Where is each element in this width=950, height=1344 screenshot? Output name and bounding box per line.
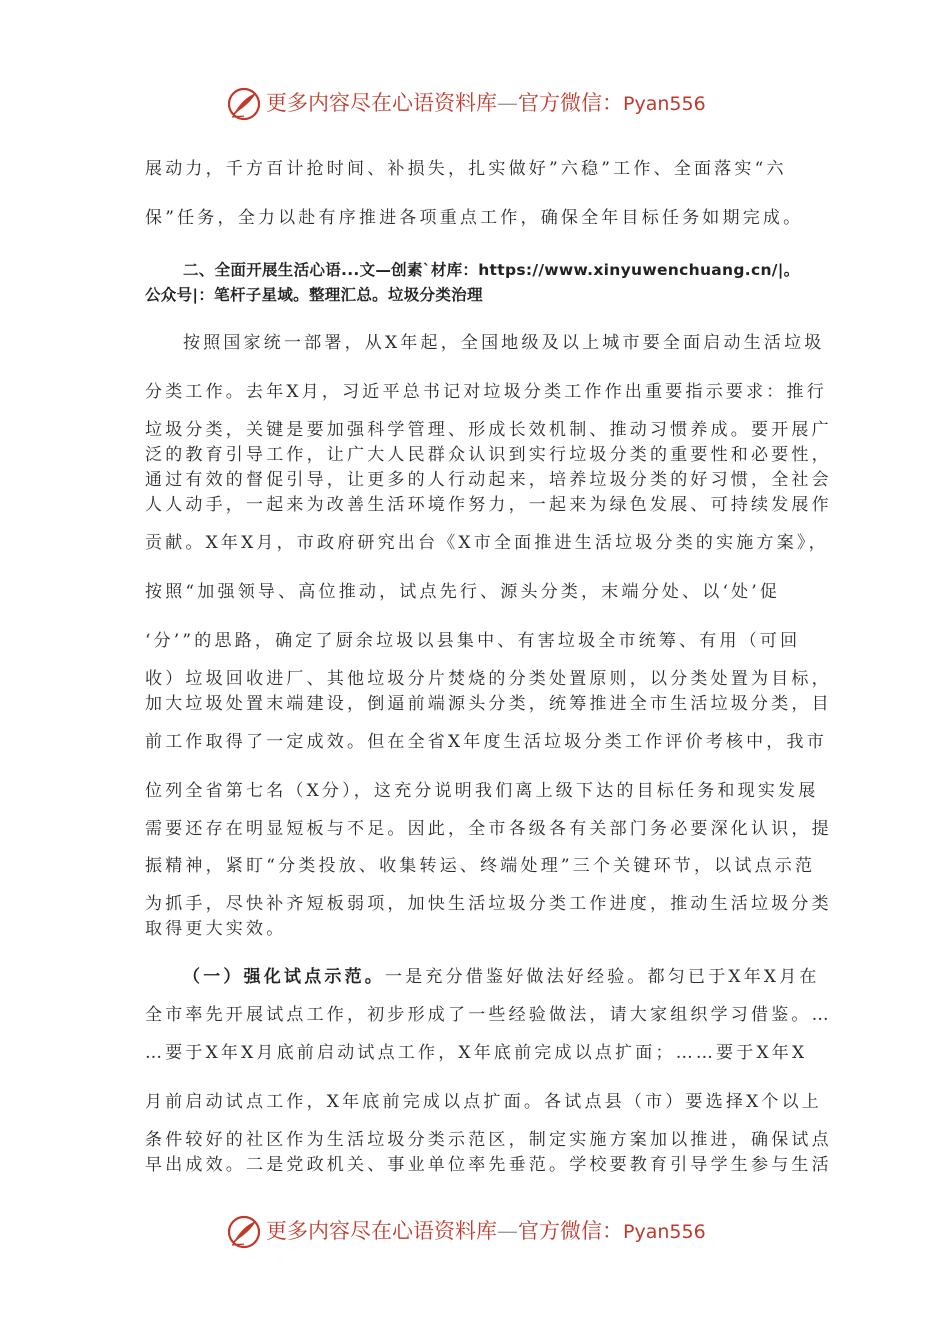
body-line: 分类工作。去年X月，习近平总书记对垃圾分类工作作出重要指示要求：推行: [145, 382, 827, 402]
body-line: 全市率先开展试点工作，初步形成了一些经验做法，请大家组织学习借鉴。…: [145, 1005, 832, 1025]
body-line: 收）垃圾回收进厂、其他垃圾分片焚烧的分类处置原则，以分类处置为目标，: [145, 669, 832, 689]
body-line: 通过有效的督促引导，让更多的人行动起来，培养垃圾分类的好习惯，全社会: [145, 470, 832, 490]
body-line: 按照“加强领导、高位推动，试点先行、源头分类，末端分处、以‘处’促: [145, 582, 781, 602]
section-heading-cont: 公众号|：笔杆子星域。整理汇总。垃圾分类治理: [145, 286, 483, 304]
subsection-line: [183, 966, 820, 988]
body-line: 按照国家统一部署，从X年起，全国地级及以上城市要全面启动生活垃圾: [183, 333, 825, 353]
quill-logo-icon: [226, 1214, 262, 1250]
body-line: 加大垃圾处置末端建设，倒逼前端源头分类，统筹推进全市生活垃圾分类，目: [145, 694, 832, 714]
banner-dash: —: [497, 1219, 518, 1243]
body-line: 振精神，紧盯“分类投放、收集转运、终端处理”三个关键环节，以试点示范: [145, 856, 816, 876]
banner-text: [266, 1218, 706, 1245]
footer-watermark-banner: [0, 1212, 950, 1252]
subsection-text: 一是充分借鉴好做法好经验。都匀已于X年X月在: [385, 967, 820, 987]
body-line: 取得更大实效。: [145, 919, 287, 939]
header-watermark-banner: [0, 84, 950, 124]
banner-text: [266, 90, 706, 117]
body-line: 条件较好的社区作为生活垃圾分类示范区，制定实施方案加以推进，确保试点: [145, 1130, 832, 1150]
banner-main-text: 更多内容尽在心语资料库: [266, 1219, 497, 1243]
banner-dash: —: [497, 91, 518, 115]
body-line: 早出成效。二是党政机关、事业单位率先垂范。学校要教育引导学生参与生活: [145, 1155, 832, 1175]
banner-wechat-id: Pyan556: [623, 1221, 706, 1243]
body-line: 前工作取得了一定成效。但在全省X年度生活垃圾分类工作评价考核中，我市: [145, 732, 827, 752]
body-line: 位列全省第七名（X分），这充分说明我们离上级下达的目标任务和现实发展: [145, 781, 819, 801]
body-line: 垃圾分类，关键是要加强科学管理、形成长效机制、推动习惯养成。要开展广: [145, 420, 832, 440]
body-line: 泛的教育引导工作，让广大人民群众认识到实行垃圾分类的重要性和必要性，: [145, 445, 832, 465]
section-heading: 二、全面开展生活心语...文—创素`材库：https://www.xinyuwenchuang.cn/|。: [183, 261, 800, 279]
subsection-title: （一）强化试点示范。: [183, 967, 385, 987]
body-line: 月前启动试点工作，X年底前完成以点扩面。各试点县（市）要选择X个以上: [145, 1092, 823, 1112]
body-line: 保”任务，全力以赴有序推进各项重点工作，确保全年目标任务如期完成。: [145, 208, 804, 228]
body-line: 贡献。X年X月，市政府研究出台《X市全面推进生活垃圾分类的实施方案》，: [145, 533, 829, 553]
body-line: …要于X年X月底前启动试点工作，X年底前完成以点扩面；……要于X年X: [145, 1043, 808, 1063]
banner-wechat-id: Pyan556: [623, 93, 706, 115]
banner-sub-text: 官方微信：: [518, 1219, 623, 1243]
banner-main-text: 更多内容尽在心语资料库: [266, 91, 497, 115]
body-line: 人人动手，一起来为改善生活环境作努力，一起来为绿色发展、可持续发展作: [145, 495, 832, 515]
body-line: 需要还存在明显短板与不足。因此，全市各级各有关部门务必要深化认识，提: [145, 819, 832, 839]
banner-sub-text: 官方微信：: [518, 91, 623, 115]
quill-logo-icon: [226, 86, 262, 122]
body-line: 为抓手，尽快补齐短板弱项，加快生活垃圾分类工作进度，推动生活垃圾分类: [145, 894, 832, 914]
body-line: ‘分’”的思路，确定了厨余垃圾以县集中、有害垃圾全市统筹、有用（可回: [145, 631, 801, 651]
body-line: 展动力，千方百计抢时间、补损失，扎实做好”六稳”工作、全面落实“六: [145, 159, 787, 179]
